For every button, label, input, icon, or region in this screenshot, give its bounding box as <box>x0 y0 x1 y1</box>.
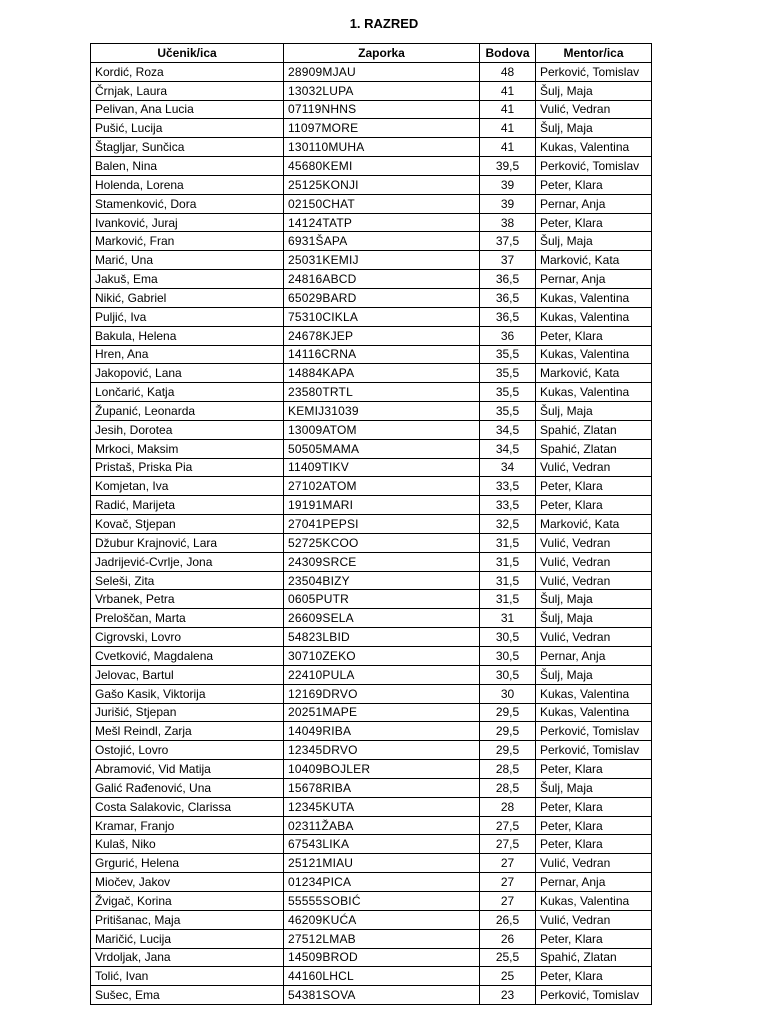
password-cell: 19191MARI <box>284 496 480 515</box>
mentor-cell: Peter, Klara <box>536 326 652 345</box>
table-row <box>91 948 652 967</box>
mentor-cell: Kukas, Valentina <box>536 307 652 326</box>
mentor-cell: Peter, Klara <box>536 213 652 232</box>
points-cell: 27,5 <box>480 835 536 854</box>
student-name-cell: Nikić, Gabriel <box>91 288 284 307</box>
table-row <box>91 684 652 703</box>
points-cell: 28,5 <box>480 778 536 797</box>
mentor-cell: Pernar, Anja <box>536 194 652 213</box>
password-cell: 02150CHAT <box>284 194 480 213</box>
mentor-cell: Peter, Klara <box>536 816 652 835</box>
table-row <box>91 119 652 138</box>
password-cell: 23504BIZY <box>284 571 480 590</box>
password-cell: 13009ATOM <box>284 420 480 439</box>
student-name-cell: Pristaš, Priska Pia <box>91 458 284 477</box>
password-cell: 14509BROD <box>284 948 480 967</box>
student-name-cell: Marić, Una <box>91 251 284 270</box>
points-cell: 29,5 <box>480 741 536 760</box>
password-cell: 24816ABCD <box>284 270 480 289</box>
mentor-cell: Perković, Tomislav <box>536 62 652 81</box>
points-cell: 39 <box>480 175 536 194</box>
table-row <box>91 741 652 760</box>
table-row <box>91 665 652 684</box>
points-cell: 38 <box>480 213 536 232</box>
points-cell: 26 <box>480 929 536 948</box>
table-row <box>91 439 652 458</box>
student-name-cell: Vrdoljak, Jana <box>91 948 284 967</box>
header-student: Učenik/ica <box>91 44 284 63</box>
student-name-cell: Jesih, Dorotea <box>91 420 284 439</box>
mentor-cell: Peter, Klara <box>536 835 652 854</box>
student-name-cell: Maričić, Lucija <box>91 929 284 948</box>
student-name-cell: Kovač, Stjepan <box>91 515 284 534</box>
mentor-cell: Kukas, Valentina <box>536 345 652 364</box>
mentor-cell: Kukas, Valentina <box>536 684 652 703</box>
table-row <box>91 552 652 571</box>
points-cell: 35,5 <box>480 364 536 383</box>
table-row <box>91 345 652 364</box>
points-cell: 25 <box>480 967 536 986</box>
mentor-cell: Šulj, Maja <box>536 232 652 251</box>
password-cell: 01234PICA <box>284 873 480 892</box>
student-name-cell: Vrbanek, Petra <box>91 590 284 609</box>
mentor-cell: Perković, Tomislav <box>536 986 652 1005</box>
table-row <box>91 854 652 873</box>
password-cell: 14116CRNA <box>284 345 480 364</box>
table-row <box>91 778 652 797</box>
mentor-cell: Marković, Kata <box>536 515 652 534</box>
table-row <box>91 797 652 816</box>
password-cell: 50505MAMA <box>284 439 480 458</box>
table-row <box>91 213 652 232</box>
points-cell: 32,5 <box>480 515 536 534</box>
mentor-cell: Perković, Tomislav <box>536 741 652 760</box>
password-cell: 25121MIAU <box>284 854 480 873</box>
password-cell: 12345KUTA <box>284 797 480 816</box>
student-name-cell: Holenda, Lorena <box>91 175 284 194</box>
points-cell: 29,5 <box>480 722 536 741</box>
points-cell: 30,5 <box>480 628 536 647</box>
mentor-cell: Vulić, Vedran <box>536 571 652 590</box>
points-cell: 30 <box>480 684 536 703</box>
table-row <box>91 364 652 383</box>
student-name-cell: Jadrijević-Cvrlje, Jona <box>91 552 284 571</box>
student-name-cell: Kramar, Franjo <box>91 816 284 835</box>
student-name-cell: Štagljar, Sunčica <box>91 138 284 157</box>
student-name-cell: Gašo Kasik, Viktorija <box>91 684 284 703</box>
password-cell: 54381SOVA <box>284 986 480 1005</box>
table-row <box>91 477 652 496</box>
password-cell: 22410PULA <box>284 665 480 684</box>
mentor-cell: Kukas, Valentina <box>536 288 652 307</box>
password-cell: 26609SELA <box>284 609 480 628</box>
table-row <box>91 458 652 477</box>
table-row <box>91 420 652 439</box>
student-name-cell: Jurišić, Stjepan <box>91 703 284 722</box>
points-cell: 31,5 <box>480 552 536 571</box>
mentor-cell: Kukas, Valentina <box>536 138 652 157</box>
mentor-cell: Pernar, Anja <box>536 873 652 892</box>
student-name-cell: Galić Rađenović, Una <box>91 778 284 797</box>
student-name-cell: Ostojić, Lovro <box>91 741 284 760</box>
points-cell: 39 <box>480 194 536 213</box>
points-cell: 35,5 <box>480 383 536 402</box>
student-name-cell: Cigrovski, Lovro <box>91 628 284 647</box>
student-name-cell: Sušec, Ema <box>91 986 284 1005</box>
student-name-cell: Balen, Nina <box>91 157 284 176</box>
student-name-cell: Džubur Krajnović, Lara <box>91 533 284 552</box>
student-name-cell: Hren, Ana <box>91 345 284 364</box>
student-name-cell: Pušić, Lucija <box>91 119 284 138</box>
table-row <box>91 515 652 534</box>
table-row <box>91 891 652 910</box>
header-mentor: Mentor/ica <box>536 44 652 63</box>
mentor-cell: Šulj, Maja <box>536 81 652 100</box>
student-name-cell: Kulaš, Niko <box>91 835 284 854</box>
points-cell: 27,5 <box>480 816 536 835</box>
mentor-cell: Vulić, Vedran <box>536 100 652 119</box>
mentor-cell: Spahić, Zlatan <box>536 948 652 967</box>
password-cell: 27102ATOM <box>284 477 480 496</box>
points-cell: 34,5 <box>480 420 536 439</box>
points-cell: 35,5 <box>480 402 536 421</box>
student-name-cell: Črnjak, Laura <box>91 81 284 100</box>
mentor-cell: Vulić, Vedran <box>536 910 652 929</box>
student-name-cell: Jakuš, Ema <box>91 270 284 289</box>
student-name-cell: Pritišanac, Maja <box>91 910 284 929</box>
student-name-cell: Costa Salakovic, Clarissa <box>91 797 284 816</box>
points-cell: 29,5 <box>480 703 536 722</box>
results-table <box>90 43 652 1005</box>
password-cell: 15678RIBA <box>284 778 480 797</box>
table-row <box>91 628 652 647</box>
points-cell: 31 <box>480 609 536 628</box>
password-cell: 55555SOBIĆ <box>284 891 480 910</box>
mentor-cell: Šulj, Maja <box>536 402 652 421</box>
mentor-cell: Pernar, Anja <box>536 270 652 289</box>
points-cell: 37,5 <box>480 232 536 251</box>
student-name-cell: Seleši, Zita <box>91 571 284 590</box>
mentor-cell: Marković, Kata <box>536 251 652 270</box>
table-row <box>91 533 652 552</box>
mentor-cell: Marković, Kata <box>536 364 652 383</box>
password-cell: 14884KAPA <box>284 364 480 383</box>
table-row <box>91 138 652 157</box>
mentor-cell: Vulić, Vedran <box>536 628 652 647</box>
password-cell: 46209KUĆA <box>284 910 480 929</box>
table-row <box>91 194 652 213</box>
password-cell: 14124TATP <box>284 213 480 232</box>
password-cell: 12345DRVO <box>284 741 480 760</box>
points-cell: 23 <box>480 986 536 1005</box>
password-cell: 20251MAPE <box>284 703 480 722</box>
mentor-cell: Šulj, Maja <box>536 609 652 628</box>
table-row <box>91 760 652 779</box>
password-cell: 27041PEPSI <box>284 515 480 534</box>
password-cell: 30710ZEKO <box>284 647 480 666</box>
table-row <box>91 288 652 307</box>
student-name-cell: Lončarić, Katja <box>91 383 284 402</box>
password-cell: 25125KONJI <box>284 175 480 194</box>
points-cell: 37 <box>480 251 536 270</box>
mentor-cell: Perković, Tomislav <box>536 722 652 741</box>
mentor-cell: Šulj, Maja <box>536 778 652 797</box>
student-name-cell: Cvetković, Magdalena <box>91 647 284 666</box>
points-cell: 41 <box>480 81 536 100</box>
mentor-cell: Kukas, Valentina <box>536 383 652 402</box>
mentor-cell: Peter, Klara <box>536 175 652 194</box>
table-row <box>91 910 652 929</box>
table-row <box>91 571 652 590</box>
student-name-cell: Grgurić, Helena <box>91 854 284 873</box>
table-row <box>91 496 652 515</box>
table-row <box>91 100 652 119</box>
points-cell: 48 <box>480 62 536 81</box>
points-cell: 36,5 <box>480 270 536 289</box>
table-row <box>91 986 652 1005</box>
header-points: Bodova <box>480 44 536 63</box>
mentor-cell: Peter, Klara <box>536 929 652 948</box>
password-cell: 44160LHCL <box>284 967 480 986</box>
points-cell: 28,5 <box>480 760 536 779</box>
password-cell: 52725KCOO <box>284 533 480 552</box>
points-cell: 34,5 <box>480 439 536 458</box>
table-row <box>91 81 652 100</box>
points-cell: 41 <box>480 138 536 157</box>
table-body <box>91 62 652 1004</box>
student-name-cell: Žvigač, Korina <box>91 891 284 910</box>
points-cell: 27 <box>480 873 536 892</box>
student-name-cell: Mrkoci, Maksim <box>91 439 284 458</box>
points-cell: 36,5 <box>480 288 536 307</box>
student-name-cell: Mešl Reindl, Zarja <box>91 722 284 741</box>
table-row <box>91 232 652 251</box>
student-name-cell: Tolić, Ivan <box>91 967 284 986</box>
points-cell: 39,5 <box>480 157 536 176</box>
password-cell: 24309SRCE <box>284 552 480 571</box>
table-row <box>91 307 652 326</box>
mentor-cell: Peter, Klara <box>536 477 652 496</box>
mentor-cell: Spahić, Zlatan <box>536 439 652 458</box>
points-cell: 27 <box>480 854 536 873</box>
points-cell: 33,5 <box>480 496 536 515</box>
student-name-cell: Miočev, Jakov <box>91 873 284 892</box>
password-cell: 65029BARD <box>284 288 480 307</box>
password-cell: 11409TIKV <box>284 458 480 477</box>
mentor-cell: Vulić, Vedran <box>536 533 652 552</box>
points-cell: 30,5 <box>480 647 536 666</box>
password-cell: 54823LBID <box>284 628 480 647</box>
points-cell: 36 <box>480 326 536 345</box>
password-cell: 75310CIKLA <box>284 307 480 326</box>
password-cell: 02311ŽABA <box>284 816 480 835</box>
points-cell: 34 <box>480 458 536 477</box>
table-row <box>91 326 652 345</box>
table-row <box>91 703 652 722</box>
points-cell: 26,5 <box>480 910 536 929</box>
student-name-cell: Jakopović, Lana <box>91 364 284 383</box>
header-password: Zaporka <box>284 44 480 63</box>
points-cell: 36,5 <box>480 307 536 326</box>
mentor-cell: Šulj, Maja <box>536 665 652 684</box>
password-cell: KEMIJ31039 <box>284 402 480 421</box>
mentor-cell: Peter, Klara <box>536 496 652 515</box>
points-cell: 31,5 <box>480 571 536 590</box>
mentor-cell: Vulić, Vedran <box>536 552 652 571</box>
password-cell: 10409BOJLER <box>284 760 480 779</box>
student-name-cell: Radić, Marijeta <box>91 496 284 515</box>
student-name-cell: Kordić, Roza <box>91 62 284 81</box>
mentor-cell: Kukas, Valentina <box>536 891 652 910</box>
points-cell: 25,5 <box>480 948 536 967</box>
table-row <box>91 647 652 666</box>
table-row <box>91 157 652 176</box>
mentor-cell: Pernar, Anja <box>536 647 652 666</box>
table-row <box>91 722 652 741</box>
student-name-cell: Jelovac, Bartul <box>91 665 284 684</box>
page-title: 1. RAZRED <box>349 16 419 31</box>
student-name-cell: Županić, Leonarda <box>91 402 284 421</box>
points-cell: 31,5 <box>480 590 536 609</box>
table-row <box>91 175 652 194</box>
password-cell: 45680KEMI <box>284 157 480 176</box>
student-name-cell: Preloščan, Marta <box>91 609 284 628</box>
mentor-cell: Kukas, Valentina <box>536 703 652 722</box>
mentor-cell: Vulić, Vedran <box>536 854 652 873</box>
student-name-cell: Puljić, Iva <box>91 307 284 326</box>
student-name-cell: Bakula, Helena <box>91 326 284 345</box>
table-row <box>91 383 652 402</box>
password-cell: 23580TRTL <box>284 383 480 402</box>
table-row <box>91 929 652 948</box>
table-row <box>91 835 652 854</box>
table-row <box>91 967 652 986</box>
password-cell: 0605PUTR <box>284 590 480 609</box>
student-name-cell: Komjetan, Iva <box>91 477 284 496</box>
mentor-cell: Peter, Klara <box>536 967 652 986</box>
points-cell: 27 <box>480 891 536 910</box>
password-cell: 25031KEMIJ <box>284 251 480 270</box>
table-header <box>91 44 652 63</box>
password-cell: 07119NHNS <box>284 100 480 119</box>
password-cell: 28909MJAU <box>284 62 480 81</box>
mentor-cell: Perković, Tomislav <box>536 157 652 176</box>
points-cell: 41 <box>480 119 536 138</box>
points-cell: 41 <box>480 100 536 119</box>
points-cell: 31,5 <box>480 533 536 552</box>
student-name-cell: Pelivan, Ana Lucia <box>91 100 284 119</box>
table-row <box>91 402 652 421</box>
student-name-cell: Abramović, Vid Matija <box>91 760 284 779</box>
table-row <box>91 62 652 81</box>
table-row <box>91 816 652 835</box>
password-cell: 13032LUPA <box>284 81 480 100</box>
mentor-cell: Spahić, Zlatan <box>536 420 652 439</box>
password-cell: 67543LIKA <box>284 835 480 854</box>
mentor-cell: Šulj, Maja <box>536 119 652 138</box>
table-row <box>91 270 652 289</box>
table-row <box>91 873 652 892</box>
mentor-cell: Peter, Klara <box>536 797 652 816</box>
password-cell: 130110MUHA <box>284 138 480 157</box>
password-cell: 27512LMAB <box>284 929 480 948</box>
points-cell: 28 <box>480 797 536 816</box>
table-row <box>91 251 652 270</box>
password-cell: 12169DRVO <box>284 684 480 703</box>
student-name-cell: Marković, Fran <box>91 232 284 251</box>
header-row <box>91 44 652 63</box>
password-cell: 6931ŠAPA <box>284 232 480 251</box>
points-cell: 33,5 <box>480 477 536 496</box>
table-row <box>91 609 652 628</box>
points-cell: 35,5 <box>480 345 536 364</box>
points-cell: 30,5 <box>480 665 536 684</box>
table-row <box>91 590 652 609</box>
password-cell: 14049RIBA <box>284 722 480 741</box>
student-name-cell: Ivanković, Juraj <box>91 213 284 232</box>
password-cell: 24678KJEP <box>284 326 480 345</box>
password-cell: 11097MORE <box>284 119 480 138</box>
mentor-cell: Vulić, Vedran <box>536 458 652 477</box>
mentor-cell: Šulj, Maja <box>536 590 652 609</box>
student-name-cell: Stamenković, Dora <box>91 194 284 213</box>
mentor-cell: Peter, Klara <box>536 760 652 779</box>
